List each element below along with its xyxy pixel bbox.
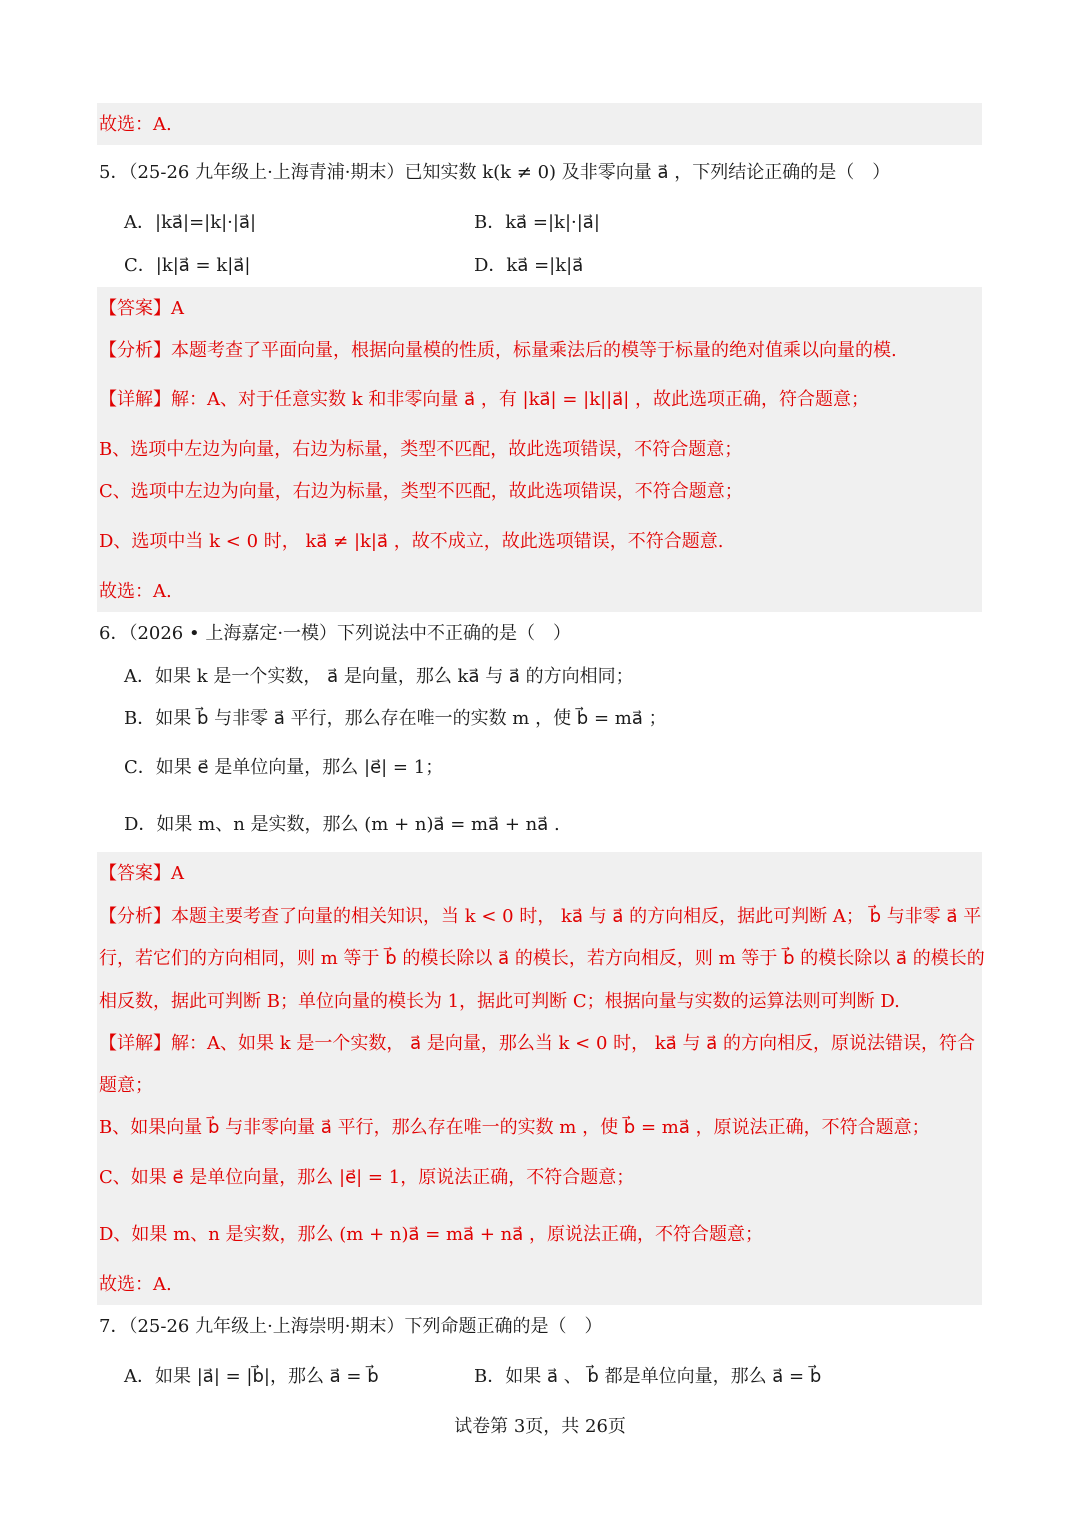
q6-stem: 6．（2026 • 上海嘉定·一模）下列说法中不正确的是（ ） bbox=[99, 623, 572, 644]
q6-detail-d: D、如果 m、n 是实数，那么 (m + n)a⃗ = ma⃗ + na⃗ ，原说法正确，不符合题意； bbox=[99, 1224, 764, 1245]
q6-analysis-3: 相反数，据此可判断 B；单位向量的模长为 1，据此可判断 C；根据向量与实数的运算法则可判断 D. bbox=[99, 991, 900, 1012]
q6-conclusion: 故选：A. bbox=[99, 1274, 172, 1295]
q5-detail-d: D、选项中当 k < 0 时， ka⃗ ≠ |k|a⃗ ，故不成立，故此选项错误，不符合题意. bbox=[99, 531, 724, 552]
q5-opt-d: D．ka⃗ =|k|a⃗ bbox=[474, 255, 584, 276]
q6-opt-a: A．如果 k 是一个实数， a⃗ 是向量，那么 ka⃗ 与 a⃗ 的方向相同； bbox=[124, 666, 634, 687]
q4-answer-panel bbox=[97, 103, 982, 145]
q6-analysis-2: 行，若它们的方向相同，则 m 等于 b⃗ 的模长除以 a⃗ 的模长，若方向相反，则 m 等于 b⃗ 的模长除以 a⃗ 的模长的 bbox=[99, 948, 985, 969]
q5-analysis: 【分析】本题考查了平面向量，根据向量模的性质，标量乘法后的模等于标量的绝对值乘以向量的模. bbox=[99, 340, 897, 361]
q5-opt-a: A．|ka⃗|=|k|·|a⃗| bbox=[124, 212, 257, 233]
q5-answer: 【答案】A bbox=[99, 298, 184, 319]
q5-detail-a: 【详解】解：A、对于任意实数 k 和非零向量 a⃗ ，有 |ka⃗| = |k||a⃗| ，故此选项正确，符合题意； bbox=[99, 389, 870, 410]
q6-opt-b: B．如果 b⃗ 与非零 a⃗ 平行，那么存在唯一的实数 m ，使 b⃗ = ma⃗ ； bbox=[124, 708, 667, 729]
q7-opt-b: B．如果 a⃗ 、 b⃗ 都是单位向量，那么 a⃗ = b⃗ bbox=[474, 1366, 822, 1387]
q5-conclusion: 故选：A. bbox=[99, 581, 172, 602]
q6-opt-d: D．如果 m、n 是实数，那么 (m + n)a⃗ = ma⃗ + na⃗ . bbox=[124, 814, 560, 835]
q7-opt-a: A．如果 |a⃗| = |b⃗|，那么 a⃗ = b⃗ bbox=[124, 1366, 379, 1387]
q5-stem: 5．（25-26 九年级上·上海青浦·期末）已知实数 k(k ≠ 0) 及非零向量 a⃗ ，下列结论正确的是（ ） bbox=[99, 162, 891, 183]
q6-answer: 【答案】A bbox=[99, 863, 184, 884]
q6-opt-c: C．如果 e⃗ 是单位向量，那么 |e⃗| = 1； bbox=[124, 757, 444, 778]
q6-detail-c: C、如果 e⃗ 是单位向量，那么 |e⃗| = 1，原说法正确，不符合题意； bbox=[99, 1167, 635, 1188]
q5-opt-c: C．|k|a⃗ = k|a⃗| bbox=[124, 255, 251, 276]
q6-analysis-1: 【分析】本题主要考查了向量的相关知识，当 k < 0 时， ka⃗ 与 a⃗ 的方向相反，据此可判断 A； b⃗ 与非零 a⃗ 平 bbox=[99, 906, 982, 927]
q4-conclusion: 故选：A. bbox=[99, 114, 172, 135]
q5-opt-b: B．ka⃗ =|k|·|a⃗| bbox=[474, 212, 600, 233]
q6-detail-a-2: 题意； bbox=[99, 1075, 153, 1096]
q5-detail-b: B、选项中左边为向量，右边为标量，类型不匹配，故此选项错误，不符合题意； bbox=[99, 439, 743, 460]
q7-stem: 7．（25-26 九年级上·上海崇明·期末）下列命题正确的是（ ） bbox=[99, 1316, 603, 1337]
q6-detail-a-1: 【详解】解：A、如果 k 是一个实数， a⃗ 是向量，那么当 k < 0 时， ka⃗ 与 a⃗ 的方向相反，原说法错误，符合 bbox=[99, 1033, 976, 1054]
q6-detail-b: B、如果向量 b⃗ 与非零向量 a⃗ 平行，那么存在唯一的实数 m ，使 b⃗ = ma⃗ ，原说法正确，不符合题意； bbox=[99, 1117, 930, 1138]
q5-detail-c: C、选项中左边为向量，右边为标量，类型不匹配，故此选项错误，不符合题意； bbox=[99, 481, 743, 502]
page-footer: 试卷第 3页，共 26页 bbox=[454, 1416, 626, 1437]
